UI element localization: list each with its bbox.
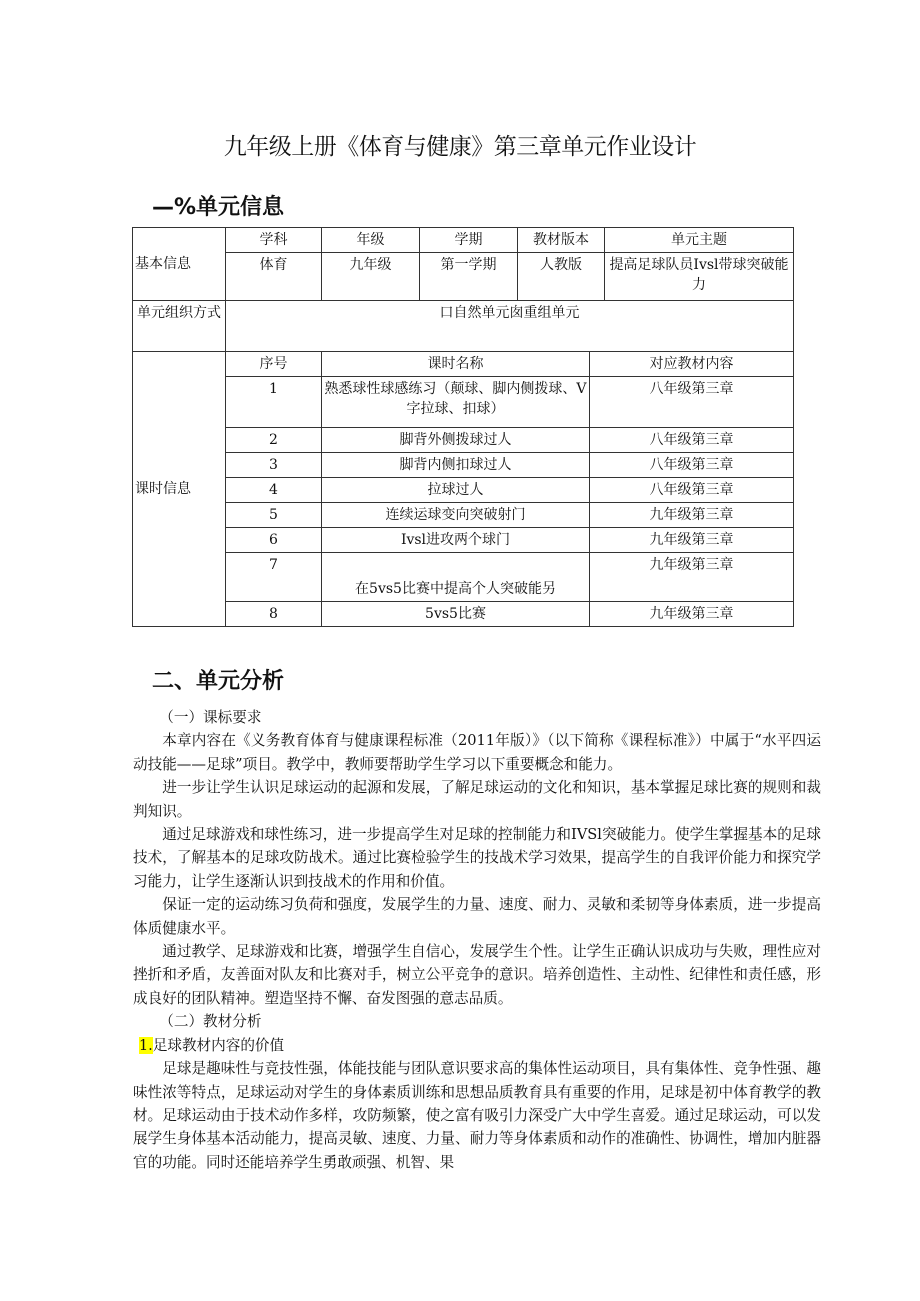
header-cell: 序号: [226, 352, 322, 377]
lesson-no: 8: [226, 602, 322, 627]
analysis-body: [133, 706, 821, 1174]
header-cell: 教材版本: [518, 228, 605, 253]
value-cell: 体育: [226, 253, 322, 301]
lesson-name: 熟悉球性球感练习（颠球、脚内侧拨球、V字拉球、扣球）: [322, 377, 590, 428]
header-cell: 年级: [322, 228, 420, 253]
lesson-no: 4: [226, 478, 322, 503]
paragraph: 进一步让学生认识足球运动的起源和发展，了解足球运动的文化和知识，基本掌握足球比赛的规则和裁判知识。: [133, 779, 821, 820]
document-title: 九年级上册《体育与健康》第三章单元作业设计: [223, 134, 697, 160]
paragraph: 保证一定的运动练习负荷和强度，发展学生的力量、速度、耐力、灵敏和柔韧等身体素质，进一步提高体质健康水平。: [133, 896, 821, 937]
section-heading-unit-info: —%单元信息: [152, 195, 285, 220]
value-cell: 提高足球队员Ivsl带球突破能力: [605, 253, 794, 301]
lesson-content: 九年级第三章: [590, 503, 794, 528]
item-title: 足球教材内容的价值: [152, 1036, 285, 1054]
org-value: 口自然单元囱重组单元: [226, 301, 794, 352]
lesson-row: [133, 377, 794, 428]
lesson-name: 脚背外侧拨球过人: [322, 428, 590, 453]
basic-info-label: 基本信息: [133, 228, 226, 301]
lesson-content: 九年级第三章: [590, 528, 794, 553]
header-cell: 学科: [226, 228, 322, 253]
lesson-no: 6: [226, 528, 322, 553]
org-row: [133, 301, 794, 352]
lesson-no: 2: [226, 428, 322, 453]
paragraph: 足球是趣味性与竞技性强，体能技能与团队意识要求高的集体性运动项目，具有集体性、竞争性强、趣味性浓等特点，足球运动对学生的身体素质训练和思想品质教育具有重要的作用，足球是初中体育教学的教材。足球运动由于技术动作多样，攻防频繁，使之富有吸引力深受广大中学生喜爱。通过足球运动，可以发展学生身体基本活动能力，提高灵敏、速度、力量、耐力等身体素质和动作的准确性、协调性，增加内脏器官的功能。同时还能培养学生勇敢顽强、机智、果: [133, 1060, 821, 1171]
paragraph: 通过教学、足球游戏和比赛，增强学生自信心，发展学生个性。让学生正确认识成功与失败，理性应对挫折和矛盾，友善面对队友和比赛对手，树立公平竞争的意识。培养创造性、主动性、纪律性和责任感，形成良好的团队精神。塑造坚持不懈、奋发图强的意志品质。: [133, 943, 821, 1007]
lesson-content: 八年级第三章: [590, 428, 794, 453]
lesson-info-label: 课时信息: [133, 352, 226, 627]
lesson-no: 5: [226, 503, 322, 528]
header-cell: 对应教材内容: [590, 352, 794, 377]
list-item-heading: [133, 1034, 821, 1057]
lesson-name: 5vs5比赛: [322, 602, 590, 627]
lesson-name: 拉球过人: [322, 478, 590, 503]
lesson-content: 九年级第三章: [590, 602, 794, 627]
header-cell: 课时名称: [322, 352, 590, 377]
lesson-content: 九年级第三章: [590, 553, 794, 602]
lesson-row: [133, 428, 794, 453]
unit-info-table: [132, 227, 794, 627]
value-cell: 九年级: [322, 253, 420, 301]
lesson-no: 7: [226, 553, 322, 602]
lesson-row: [133, 553, 794, 602]
header-cell: 单元主题: [605, 228, 794, 253]
lesson-header-row: [133, 352, 794, 377]
lesson-name: 脚背内侧扣球过人: [322, 453, 590, 478]
value-cell: 人教版: [518, 253, 605, 301]
section-heading-unit-analysis: 二、单元分析: [152, 669, 285, 694]
lesson-row: [133, 602, 794, 627]
lesson-no: 3: [226, 453, 322, 478]
header-cell: 学期: [420, 228, 518, 253]
lesson-no: 1: [226, 377, 322, 428]
lesson-name: Ivsl进攻两个球门: [322, 528, 590, 553]
subheading-textbook: （二）教材分析: [159, 1013, 262, 1031]
paragraph: 本章内容在《义务教育体育与健康课程标准（2011年版）》（以下简称《课程标准》）中属于“水平四运动技能——足球”项目。教学中，教师要帮助学生学习以下重要概念和能力。: [133, 732, 821, 773]
lesson-content: 八年级第三章: [590, 453, 794, 478]
paragraph: 通过足球游戏和球性练习，进一步提高学生对足球的控制能力和IVSl突破能力。使学生掌握基本的足球技术，了解基本的足球攻防战术。通过比赛检验学生的技战术学习效果，提高学生的自我评价能力和探究学习能力，让学生逐渐认识到技战术的作用和价值。: [133, 826, 821, 890]
org-label: 单元组织方式: [133, 301, 226, 352]
lesson-row: [133, 453, 794, 478]
lesson-name: 在5vs5比赛中提高个人突破能另: [322, 553, 590, 602]
lesson-content: 八年级第三章: [590, 478, 794, 503]
item-number-highlight: 1.: [138, 1036, 153, 1054]
lesson-content: 八年级第三章: [590, 377, 794, 428]
lesson-row: [133, 528, 794, 553]
basic-value-row: [133, 253, 794, 301]
subheading-curriculum: （一）课标要求: [159, 709, 262, 726]
lesson-row: [133, 478, 794, 503]
value-cell: 第一学期: [420, 253, 518, 301]
lesson-name: 连续运球变向突破射门: [322, 503, 590, 528]
basic-header-row: [133, 228, 794, 253]
lesson-row: [133, 503, 794, 528]
